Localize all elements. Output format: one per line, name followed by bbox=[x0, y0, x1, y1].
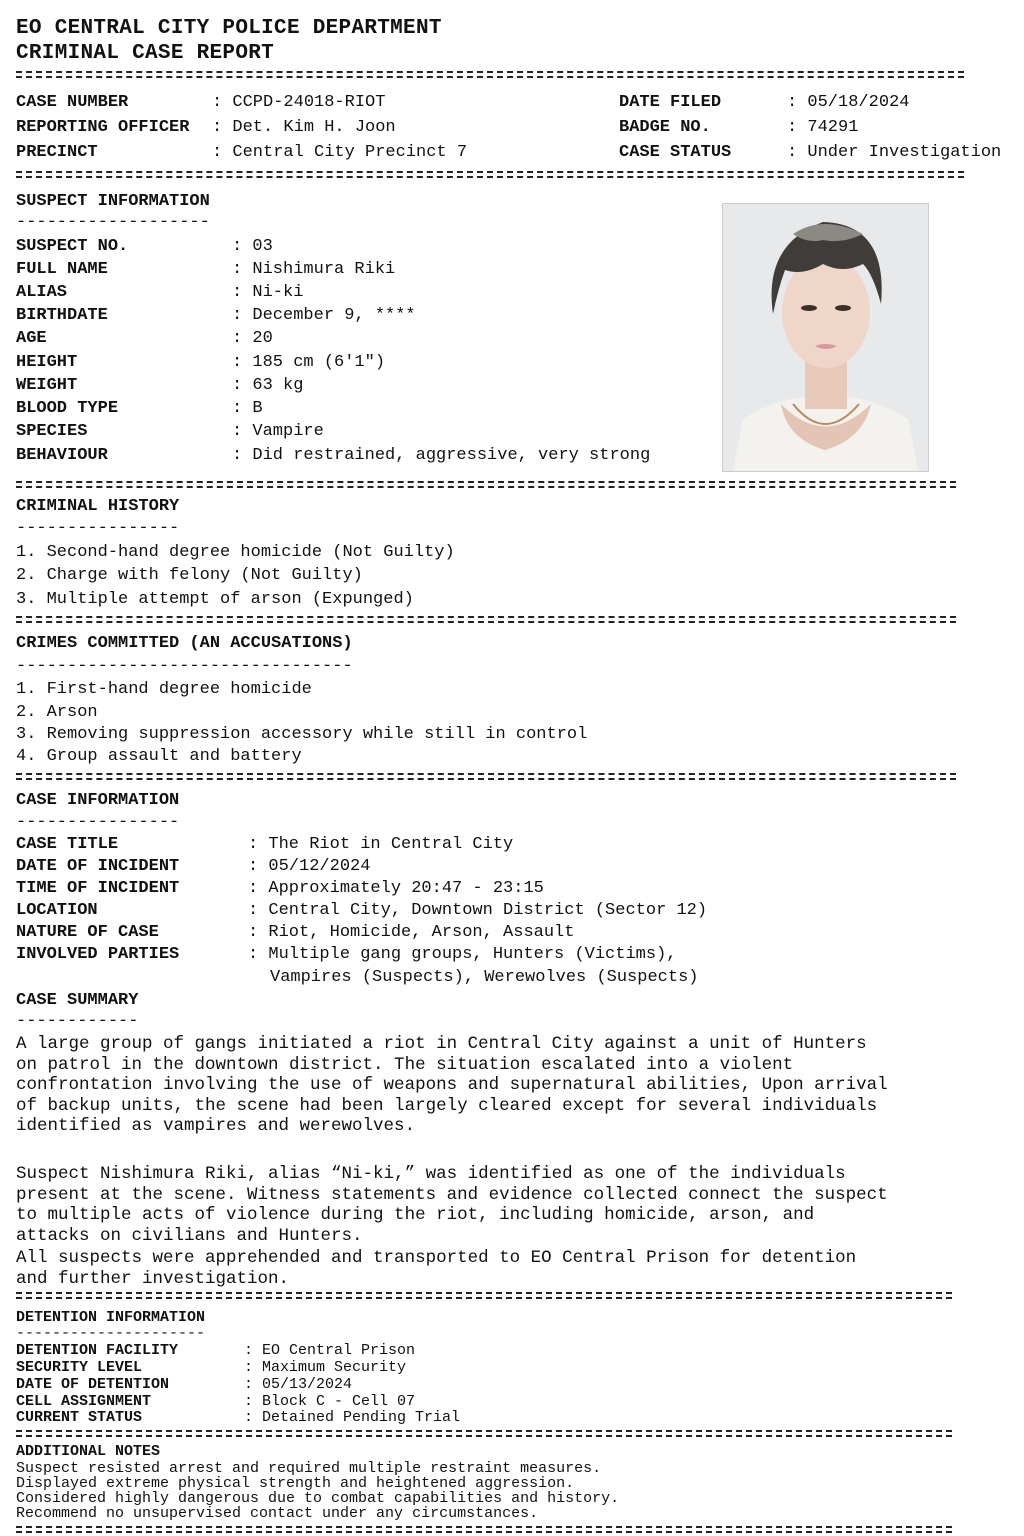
precinct-label: PRECINCT bbox=[16, 143, 98, 162]
field-value: : Riot, Homicide, Arson, Assault bbox=[248, 923, 575, 942]
badge-value: : 74291 bbox=[787, 118, 859, 137]
history-heading: CRIMINAL HISTORY bbox=[16, 497, 180, 516]
field-label: DETENTION FACILITY bbox=[16, 1342, 179, 1359]
field-label: WEIGHT bbox=[16, 376, 78, 395]
case-number-value: : CCPD-24018-RIOT bbox=[212, 93, 386, 112]
separator bbox=[16, 171, 964, 178]
field-value: : Central City, Downtown District (Sector 12) bbox=[248, 901, 708, 920]
list-item: 3. Multiple attempt of arson (Expunged) bbox=[16, 590, 414, 609]
field-label: BIRTHDATE bbox=[16, 306, 108, 325]
suspect-heading: SUSPECT INFORMATION bbox=[16, 192, 210, 211]
field-value: : Ni-ki bbox=[232, 283, 304, 302]
separator bbox=[16, 1526, 952, 1533]
field-value: : 03 bbox=[232, 237, 273, 256]
case-number-label: CASE NUMBER bbox=[16, 93, 129, 112]
field-label: SUSPECT NO. bbox=[16, 237, 129, 256]
date-filed-label: DATE FILED bbox=[619, 93, 722, 112]
list-item: 2. Charge with felony (Not Guilty) bbox=[16, 566, 363, 585]
suspect-underline: ------------------- bbox=[16, 213, 210, 232]
field-value: : Nishimura Riki bbox=[232, 260, 396, 279]
detention-underline: --------------------- bbox=[16, 1325, 206, 1342]
suspect-photo bbox=[722, 203, 929, 472]
note-line: Recommend no unsupervised contact under any circumstances. bbox=[16, 1505, 539, 1522]
separator bbox=[16, 616, 956, 623]
report-department-title: EO CENTRAL CITY POLICE DEPARTMENT bbox=[16, 17, 442, 40]
field-label: BLOOD TYPE bbox=[16, 399, 119, 418]
summary-paragraph: All suspects were apprehended and transported to EO Central Prison for detention and further investigation. bbox=[16, 1248, 857, 1289]
field-label: ALIAS bbox=[16, 283, 68, 302]
field-value: : Did restrained, aggressive, very strong bbox=[232, 446, 651, 465]
field-value: : EO Central Prison bbox=[244, 1342, 416, 1359]
field-value: : 185 cm (6'1") bbox=[232, 353, 386, 372]
field-value: : 63 kg bbox=[232, 376, 304, 395]
separator bbox=[16, 1430, 952, 1437]
officer-value: : Det. Kim H. Joon bbox=[212, 118, 396, 137]
officer-label: REPORTING OFFICER bbox=[16, 118, 190, 137]
report-type-title: CRIMINAL CASE REPORT bbox=[16, 42, 275, 65]
case-status-label: CASE STATUS bbox=[619, 143, 732, 162]
case-info-heading: CASE INFORMATION bbox=[16, 791, 180, 810]
field-label: LOCATION bbox=[16, 901, 98, 920]
badge-label: BADGE NO. bbox=[619, 118, 711, 137]
history-underline: ---------------- bbox=[16, 519, 180, 538]
field-value: : Multiple gang groups, Hunters (Victims), bbox=[248, 945, 677, 964]
field-value: : B bbox=[232, 399, 263, 418]
field-label: CURRENT STATUS bbox=[16, 1409, 143, 1426]
field-value: : Block C - Cell 07 bbox=[244, 1393, 416, 1410]
field-label: FULL NAME bbox=[16, 260, 108, 279]
field-label: CELL ASSIGNMENT bbox=[16, 1393, 152, 1410]
field-value: : Detained Pending Trial bbox=[244, 1409, 461, 1426]
crimes-underline: --------------------------------- bbox=[16, 657, 353, 676]
field-label: NATURE OF CASE bbox=[16, 923, 159, 942]
field-label: BEHAVIOUR bbox=[16, 446, 108, 465]
list-item: 2. Arson bbox=[16, 703, 98, 722]
separator bbox=[16, 773, 956, 780]
suspect-portrait-icon bbox=[723, 204, 928, 471]
separator bbox=[16, 71, 964, 78]
field-value: : Maximum Security bbox=[244, 1359, 407, 1376]
case-status-value: : Under Investigation bbox=[787, 143, 1002, 162]
summary-paragraph: Suspect Nishimura Riki, alias “Ni-ki,” was identified as one of the individuals present at the scene. Witness statements and evidence collected connect the suspect to multiple acts of violence during the riot, including homicide, arson, and attacks on civilians and Hunters. bbox=[16, 1164, 888, 1246]
list-item: 4. Group assault and battery bbox=[16, 747, 302, 766]
field-label: SPECIES bbox=[16, 422, 88, 441]
list-item: 1. First-hand degree homicide bbox=[16, 680, 312, 699]
field-value: : 05/12/2024 bbox=[248, 857, 371, 876]
summary-underline: ------------ bbox=[16, 1012, 139, 1031]
summary-heading: CASE SUMMARY bbox=[16, 991, 139, 1010]
note-line: Considered highly dangerous due to combat capabilities and history. bbox=[16, 1490, 620, 1507]
field-value: : 20 bbox=[232, 329, 273, 348]
field-label: HEIGHT bbox=[16, 353, 78, 372]
field-label: DATE OF DETENTION bbox=[16, 1376, 170, 1393]
field-label: DATE OF INCIDENT bbox=[16, 857, 180, 876]
detention-heading: DETENTION INFORMATION bbox=[16, 1309, 206, 1326]
crimes-heading: CRIMES COMMITTED (AN ACCUSATIONS) bbox=[16, 634, 353, 653]
date-filed-value: : 05/18/2024 bbox=[787, 93, 910, 112]
field-value-continued: Vampires (Suspects), Werewolves (Suspects) bbox=[270, 968, 699, 987]
precinct-value: : Central City Precinct 7 bbox=[212, 143, 468, 162]
separator bbox=[16, 1292, 952, 1299]
summary-paragraph: A large group of gangs initiated a riot in Central City against a unit of Hunters on patrol in the downtown district. The situation escalated into a violent confrontation involving the use of weapons and supernatural abilities, Upon arrival of backup units, the scene had been largely cleared except for several individuals identified as vampires and werewolves. bbox=[16, 1034, 888, 1136]
field-value: : Vampire bbox=[232, 422, 324, 441]
field-label: INVOLVED PARTIES bbox=[16, 945, 180, 964]
field-label: AGE bbox=[16, 329, 47, 348]
field-value: : 05/13/2024 bbox=[244, 1376, 353, 1393]
separator bbox=[16, 481, 956, 488]
field-value: : The Riot in Central City bbox=[248, 835, 514, 854]
list-item: 3. Removing suppression accessory while still in control bbox=[16, 725, 588, 744]
field-value: : December 9, **** bbox=[232, 306, 416, 325]
note-line: Displayed extreme physical strength and heightened aggression. bbox=[16, 1475, 575, 1492]
field-label: SECURITY LEVEL bbox=[16, 1359, 143, 1376]
list-item: 1. Second-hand degree homicide (Not Guilty) bbox=[16, 543, 455, 562]
case-info-underline: ---------------- bbox=[16, 813, 180, 832]
field-value: : Approximately 20:47 - 23:15 bbox=[248, 879, 544, 898]
note-line: Suspect resisted arrest and required multiple restraint measures. bbox=[16, 1460, 602, 1477]
field-label: TIME OF INCIDENT bbox=[16, 879, 180, 898]
field-label: CASE TITLE bbox=[16, 835, 119, 854]
notes-heading: ADDITIONAL NOTES bbox=[16, 1443, 161, 1460]
